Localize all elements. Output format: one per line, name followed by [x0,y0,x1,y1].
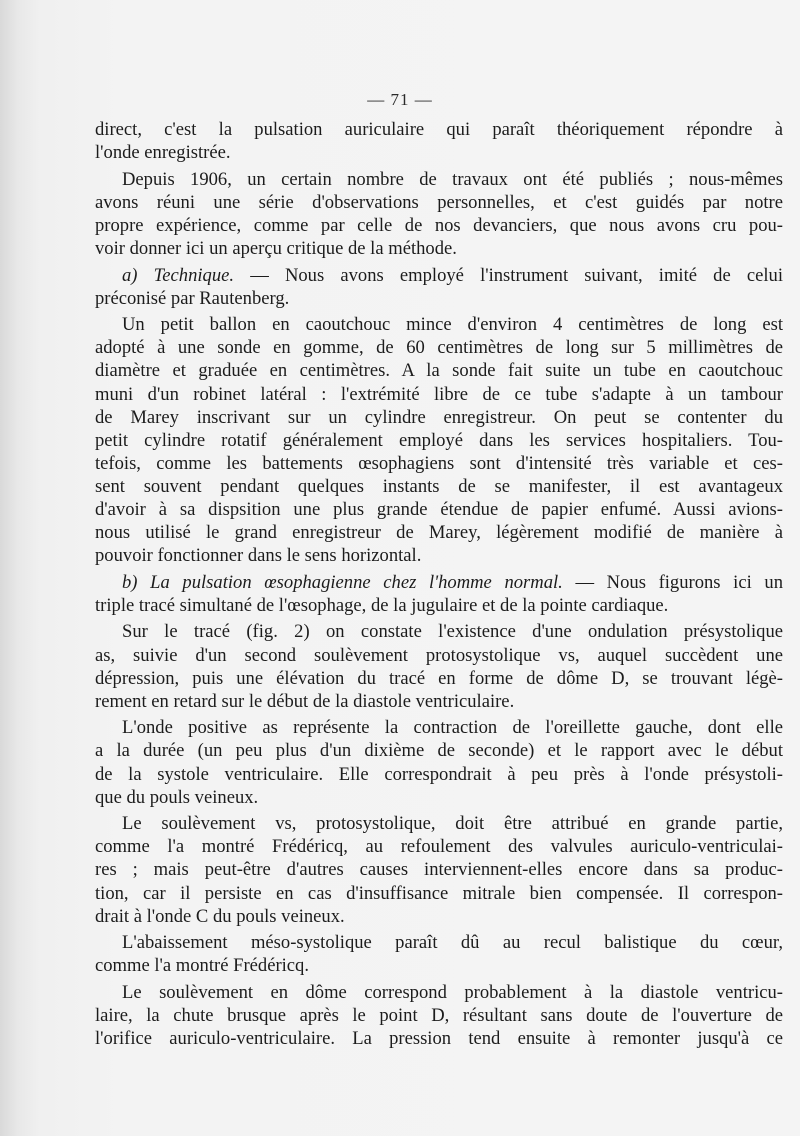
body-text [95,118,783,1054]
text-line: diamètre et graduée en centimètres. A la sonde fait suite un tube en caoutchouc [95,360,783,382]
section-heading-technique: a) Technique. [122,264,235,286]
text-line: res ; mais peut-être d'autres causes interviennent-elles encore dans sa produc- [95,859,783,881]
text-line [95,571,783,594]
text-line: L'abaissement méso-systolique paraît dû au recul balistique du cœur, [122,932,783,954]
paragraph-intro-continuation [95,118,783,164]
text-line: as, suivie d'un second soulèvement protosystolique vs, auquel succèdent une [95,644,783,666]
text-fragment: — Nous figurons ici un [562,571,784,593]
text-line: propre expérience, comme par celle de nos devanciers, que nous avons cru pou- [95,214,783,236]
paragraph-technique [95,264,783,310]
text-line: voir donner ici un aperçu critique de la méthode. [95,237,457,259]
text-fragment: — Nous avons employé l'instrument suivant, imité de celui [234,264,783,286]
text-line: sent souvent pendant quelques instants de se manifester, il est avantageux [95,475,783,497]
text-line: Le soulèvement en dôme correspond probablement à la diastole ventricu- [122,981,783,1003]
paragraph-abaissement [95,931,783,977]
text-line: rement en retard sur le début de la diastole ventriculaire. [95,690,515,712]
text-line: avons réuni une série d'observations personnelles, et c'est guidés par notre [95,191,783,213]
text-line: comme l'a montré Frédéricq. [95,955,310,977]
text-line: petit cylindre rotatif généralement employé dans les services hospitaliers. Tou- [95,429,783,451]
text-line: laire, la chute brusque après le point D, résultant sans doute de l'ouverture de [95,1004,783,1026]
text-line: dépression, puis une élévation du tracé en forme de dôme D, se trouvant légè- [95,667,783,689]
text-line: drait à l'onde C du pouls veineux. [95,905,345,927]
text-line: tefois, comme les battements œsophagiens sont d'intensité très variable et ces- [95,452,783,474]
text-line: pouvoir fonctionner dans le sens horizontal. [95,545,422,567]
text-line: Un petit ballon en caoutchouc mince d'environ 4 centimètres de long est [122,314,783,336]
text-line: muni d'un robinet latéral : l'extrémité libre de ce tube s'adapte à un tambour [95,383,783,405]
text-line: tion, car il persiste en cas d'insuffisance mitrale bien compensée. Il correspon- [95,882,783,904]
paragraph-soulevement-vs [95,812,783,927]
paragraph-dome [95,981,783,1050]
text-line: d'avoir à sa dispsition une plus grande étendue de papier enfumé. Aussi avions- [95,499,783,520]
paragraph-pulsation-normal [95,571,783,617]
text-line [95,264,783,287]
paragraph-instrument [95,313,783,567]
text-line: comme l'a montré Frédéricq, au refoulement des valvules auriculo-ventriculai- [95,836,783,858]
text-line: L'onde positive as représente la contraction de l'oreillette gauche, dont elle [122,717,783,739]
text-line: direct, c'est la pulsation auriculaire qui paraît théoriquement répondre à [95,119,783,140]
text-line: de Marey inscrivant sur un cylindre enregistreur. On peut se contenter du [95,406,783,428]
text-line: l'orifice auriculo-ventriculaire. La pression tend ensuite à remonter jusqu'à ce [95,1028,783,1050]
paragraph-onde-as [95,716,783,808]
text-line: triple tracé simultané de l'œsophage, de la jugulaire et de la pointe cardiaque. [95,594,669,616]
page-number: — 71 — [367,90,433,109]
paragraph-since-1906 [95,168,783,260]
text-line: Le soulèvement vs, protosystolique, doit être attribué en grande partie, [122,813,783,835]
section-heading-pulsation: b) La pulsation œsophagienne chez l'homme normal. [122,571,563,593]
text-line: l'onde enregistrée. [95,142,231,164]
text-line: de la systole ventriculaire. Elle correspondrait à peu près à l'onde présystoli- [95,763,783,785]
text-line: Depuis 1906, un certain nombre de travaux ont été publiés ; nous-mêmes [122,168,783,190]
text-line: que du pouls veineux. [95,786,259,808]
text-line: préconisé par Rautenberg. [95,287,290,309]
text-line: a la durée (un peu plus d'un dixième de seconde) et le rapport avec le début [95,740,783,762]
paragraph-trace-fig2 [95,620,783,712]
text-line: Sur le tracé (fig. 2) on constate l'existence d'une ondulation présystolique [122,621,783,643]
text-line: nous utilisé le grand enregistreur de Marey, légèrement modifié de manière à [95,522,783,544]
text-line: adopté à une sonde en gomme, de 60 centimètres de long sur 5 millimètres de [95,337,783,359]
